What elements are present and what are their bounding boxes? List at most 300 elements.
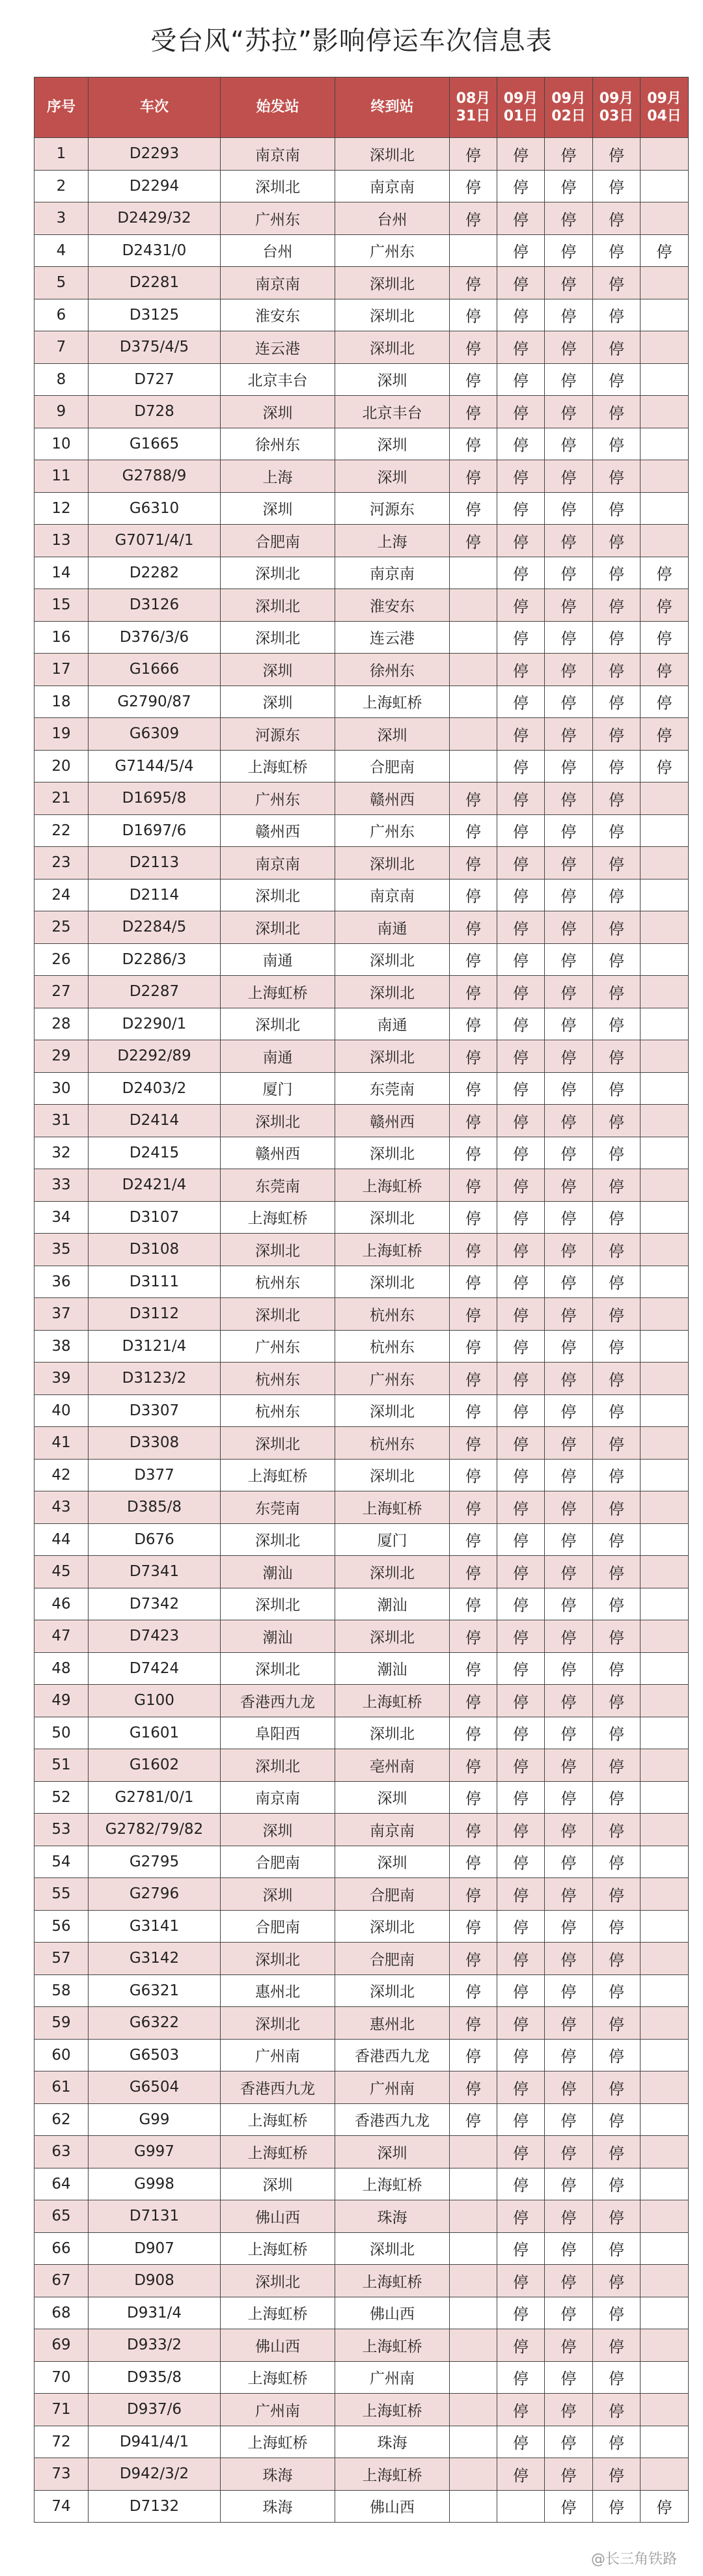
- cell-status: 停: [593, 1523, 641, 1556]
- cell-to: 深圳北: [335, 1717, 450, 1749]
- cell-status: 停: [450, 428, 497, 460]
- cell-status: 停: [593, 847, 641, 879]
- cell-train: D7423: [89, 1620, 221, 1653]
- table-row: [34, 654, 689, 686]
- cell-status: 停: [593, 1298, 641, 1331]
- cell-to: 深圳北: [335, 1201, 450, 1234]
- cell-from: 上海虹桥: [221, 2426, 335, 2458]
- cell-status: 停: [497, 1685, 545, 1717]
- page-title: 受台风“苏拉”影响停运车次信息表: [150, 25, 553, 56]
- cell-to: 惠州北: [335, 2007, 450, 2040]
- cell-status: 停: [593, 1394, 641, 1427]
- cell-status: 停: [450, 1266, 497, 1298]
- cell-status: 停: [593, 299, 641, 331]
- table-row: [34, 1943, 689, 1975]
- cell-status: 停: [497, 2136, 545, 2168]
- cell-seq: 30: [34, 1072, 89, 1105]
- cell-status: 停: [450, 1040, 497, 1073]
- cell-seq: 56: [34, 1910, 89, 1943]
- cell-to: 合肥南: [335, 1943, 450, 1975]
- cell-status: 停: [593, 1814, 641, 1846]
- cell-status: 停: [593, 2361, 641, 2394]
- cell-seq: 65: [34, 2200, 89, 2233]
- cell-to: 广州南: [335, 2071, 450, 2104]
- cell-train: D2114: [89, 879, 221, 911]
- cell-status: 停: [545, 2329, 593, 2362]
- cell-status: 停: [450, 1749, 497, 1782]
- cell-status: 停: [497, 621, 545, 654]
- cell-status: 停: [497, 1266, 545, 1298]
- cell-seq: 22: [34, 814, 89, 847]
- table-row: [34, 234, 689, 267]
- cell-status: 停: [545, 2136, 593, 2168]
- cell-status: 停: [450, 299, 497, 331]
- cell-train: G997: [89, 2136, 221, 2168]
- cell-status: 停: [593, 1878, 641, 1911]
- cell-status: 停: [593, 2297, 641, 2329]
- cell-status: 停: [593, 2039, 641, 2071]
- cell-status: 停: [545, 1394, 593, 1427]
- cell-seq: 41: [34, 1427, 89, 1460]
- cell-status: [641, 2232, 689, 2265]
- cell-status: 停: [497, 1781, 545, 1814]
- cell-seq: 60: [34, 2039, 89, 2071]
- cell-to: 深圳北: [335, 1040, 450, 1073]
- cell-seq: 57: [34, 1943, 89, 1975]
- cell-status: 停: [450, 1234, 497, 1266]
- cell-status: 停: [497, 1298, 545, 1331]
- cell-status: 停: [497, 1620, 545, 1653]
- table-row: [34, 1363, 689, 1395]
- cell-status: 停: [545, 2007, 593, 2040]
- table-row: [34, 686, 689, 718]
- cell-status: 停: [545, 976, 593, 1008]
- cell-status: 停: [497, 814, 545, 847]
- cell-status: 停: [545, 1910, 593, 1943]
- cell-train: D933/2: [89, 2329, 221, 2362]
- cell-status: 停: [497, 1814, 545, 1846]
- cell-to: 上海虹桥: [335, 1491, 450, 1524]
- table-row: [34, 1878, 689, 1911]
- cell-status: [641, 2329, 689, 2362]
- table-row: [34, 557, 689, 589]
- cell-seq: 62: [34, 2103, 89, 2136]
- cell-seq: 12: [34, 492, 89, 525]
- cell-seq: 67: [34, 2265, 89, 2297]
- cell-seq: 31: [34, 1105, 89, 1137]
- cell-status: [450, 234, 497, 267]
- table-row: [34, 1556, 689, 1588]
- cell-to: 深圳: [335, 718, 450, 751]
- cell-status: 停: [545, 1169, 593, 1202]
- cell-status: 停: [450, 1008, 497, 1040]
- cell-status: [641, 2361, 689, 2394]
- cell-status: 停: [450, 2103, 497, 2136]
- cell-status: [641, 267, 689, 299]
- cell-status: 停: [497, 1169, 545, 1202]
- cell-status: 停: [497, 138, 545, 171]
- table-row: [34, 1685, 689, 1717]
- cell-from: 北京丰台: [221, 363, 335, 396]
- cell-status: 停: [545, 911, 593, 944]
- cell-to: 深圳北: [335, 2232, 450, 2265]
- cell-status: 停: [497, 1137, 545, 1169]
- cell-train: D7341: [89, 1556, 221, 1588]
- table-row: [34, 1137, 689, 1169]
- cell-status: [641, 1008, 689, 1040]
- table-row: [34, 976, 689, 1008]
- cell-seq: 69: [34, 2329, 89, 2362]
- cell-from: 珠海: [221, 2490, 335, 2523]
- cell-from: 佛山西: [221, 2329, 335, 2362]
- cell-seq: 63: [34, 2136, 89, 2168]
- cell-status: 停: [545, 943, 593, 976]
- cell-status: 停: [497, 525, 545, 557]
- cell-status: 停: [593, 1169, 641, 1202]
- cell-to: 佛山西: [335, 2490, 450, 2523]
- cell-to: 上海虹桥: [335, 2394, 450, 2426]
- cell-train: D2292/89: [89, 1040, 221, 1073]
- header-train: 车次: [89, 77, 221, 138]
- cell-seq: 4: [34, 234, 89, 267]
- cell-status: 停: [450, 1105, 497, 1137]
- cell-status: 停: [593, 1781, 641, 1814]
- cell-seq: 15: [34, 589, 89, 622]
- cell-status: [641, 2200, 689, 2233]
- cell-seq: 58: [34, 1974, 89, 2007]
- cell-status: 停: [593, 911, 641, 944]
- cell-status: [450, 2232, 497, 2265]
- cell-status: 停: [545, 1105, 593, 1137]
- cell-status: 停: [450, 1974, 497, 2007]
- cell-status: 停: [450, 1394, 497, 1427]
- cell-status: 停: [545, 1814, 593, 1846]
- cell-status: 停: [497, 1749, 545, 1782]
- cell-from: 深圳北: [221, 1234, 335, 1266]
- cell-from: 深圳北: [221, 911, 335, 944]
- header-date-0904: 09月04日: [641, 77, 689, 138]
- cell-from: 深圳: [221, 1814, 335, 1846]
- cell-status: 停: [497, 718, 545, 751]
- cell-to: 香港西九龙: [335, 2039, 450, 2071]
- cell-train: D3107: [89, 1201, 221, 1234]
- suspension-table: [34, 77, 689, 2523]
- cell-status: 停: [450, 170, 497, 202]
- table-row: [34, 750, 689, 782]
- cell-seq: 47: [34, 1620, 89, 1653]
- cell-seq: 19: [34, 718, 89, 751]
- table-row: [34, 428, 689, 460]
- cell-status: 停: [593, 1846, 641, 1878]
- cell-status: 停: [593, 2071, 641, 2104]
- cell-train: G7144/5/4: [89, 750, 221, 782]
- cell-seq: 55: [34, 1878, 89, 1911]
- cell-status: 停: [497, 2329, 545, 2362]
- cell-to: 合肥南: [335, 1878, 450, 1911]
- cell-status: 停: [497, 331, 545, 364]
- cell-from: 上海虹桥: [221, 2103, 335, 2136]
- cell-seq: 1: [34, 138, 89, 171]
- cell-status: 停: [593, 138, 641, 171]
- cell-train: D2281: [89, 267, 221, 299]
- cell-status: 停: [450, 1298, 497, 1331]
- cell-status: 停: [497, 1652, 545, 1685]
- cell-status: [641, 1394, 689, 1427]
- cell-to: 上海虹桥: [335, 1234, 450, 1266]
- cell-status: [641, 1652, 689, 1685]
- cell-status: 停: [497, 879, 545, 911]
- table-row: [34, 2039, 689, 2071]
- cell-to: 深圳北: [335, 976, 450, 1008]
- cell-status: 停: [450, 1620, 497, 1653]
- cell-status: 停: [497, 1717, 545, 1749]
- cell-status: 停: [593, 750, 641, 782]
- cell-to: 上海虹桥: [335, 1169, 450, 1202]
- cell-train: D937/6: [89, 2394, 221, 2426]
- cell-status: 停: [497, 1556, 545, 1588]
- table-row: [34, 1620, 689, 1653]
- cell-status: 停: [593, 879, 641, 911]
- cell-seq: 20: [34, 750, 89, 782]
- cell-status: 停: [593, 267, 641, 299]
- table-row: [34, 911, 689, 944]
- cell-status: 停: [497, 2458, 545, 2491]
- table-row: [34, 1459, 689, 1491]
- cell-status: 停: [497, 911, 545, 944]
- cell-status: 停: [450, 1523, 497, 1556]
- cell-train: G2795: [89, 1846, 221, 1878]
- cell-to: 深圳北: [335, 1974, 450, 2007]
- cell-train: G2790/87: [89, 686, 221, 718]
- cell-train: D3121/4: [89, 1330, 221, 1363]
- cell-to: 杭州东: [335, 1427, 450, 1460]
- cell-seq: 68: [34, 2297, 89, 2329]
- cell-to: 赣州西: [335, 782, 450, 815]
- cell-status: 停: [545, 1234, 593, 1266]
- cell-train: G6504: [89, 2071, 221, 2104]
- cell-status: 停: [593, 2136, 641, 2168]
- cell-to: 广州东: [335, 1363, 450, 1395]
- cell-status: 停: [545, 2394, 593, 2426]
- table-row: [34, 589, 689, 622]
- cell-status: 停: [545, 1685, 593, 1717]
- cell-status: 停: [641, 234, 689, 267]
- cell-seq: 18: [34, 686, 89, 718]
- cell-train: G998: [89, 2168, 221, 2200]
- cell-train: D2293: [89, 138, 221, 171]
- cell-status: 停: [450, 202, 497, 235]
- cell-status: 停: [641, 654, 689, 686]
- cell-status: [450, 718, 497, 751]
- cell-status: 停: [497, 202, 545, 235]
- cell-from: 潮汕: [221, 1556, 335, 1588]
- cell-status: 停: [545, 1363, 593, 1395]
- cell-seq: 73: [34, 2458, 89, 2491]
- cell-status: 停: [497, 1008, 545, 1040]
- cell-status: [641, 1685, 689, 1717]
- cell-from: 广州东: [221, 782, 335, 815]
- cell-to: 连云港: [335, 621, 450, 654]
- cell-status: [450, 2458, 497, 2491]
- cell-to: 上海虹桥: [335, 686, 450, 718]
- watermark: @长三角铁路: [590, 2551, 677, 2568]
- cell-status: 停: [593, 1943, 641, 1975]
- cell-status: 停: [450, 1201, 497, 1234]
- cell-status: 停: [450, 1685, 497, 1717]
- cell-status: 停: [497, 492, 545, 525]
- cell-seq: 10: [34, 428, 89, 460]
- cell-status: 停: [545, 1652, 593, 1685]
- cell-status: 停: [545, 138, 593, 171]
- cell-from: 合肥南: [221, 525, 335, 557]
- cell-status: 停: [593, 686, 641, 718]
- cell-from: 佛山西: [221, 2200, 335, 2233]
- cell-status: [641, 1523, 689, 1556]
- cell-status: 停: [545, 492, 593, 525]
- cell-status: 停: [450, 1910, 497, 1943]
- cell-status: [641, 2136, 689, 2168]
- cell-status: 停: [593, 460, 641, 493]
- table-row: [34, 2200, 689, 2233]
- cell-to: 潮汕: [335, 1588, 450, 1620]
- cell-seq: 45: [34, 1556, 89, 1588]
- cell-status: 停: [497, 976, 545, 1008]
- cell-status: 停: [545, 331, 593, 364]
- cell-train: G99: [89, 2103, 221, 2136]
- cell-from: 赣州西: [221, 1137, 335, 1169]
- cell-status: [450, 686, 497, 718]
- table-row: [34, 2071, 689, 2104]
- cell-status: 停: [497, 299, 545, 331]
- cell-seq: 8: [34, 363, 89, 396]
- cell-train: D1695/8: [89, 782, 221, 815]
- cell-status: [641, 460, 689, 493]
- cell-status: 停: [450, 943, 497, 976]
- table-row: [34, 718, 689, 751]
- cell-status: [641, 2426, 689, 2458]
- cell-to: 河源东: [335, 492, 450, 525]
- table-row: [34, 299, 689, 331]
- cell-status: 停: [593, 331, 641, 364]
- cell-train: G2796: [89, 1878, 221, 1911]
- cell-status: [641, 2168, 689, 2200]
- cell-status: 停: [497, 1105, 545, 1137]
- cell-to: 深圳北: [335, 1137, 450, 1169]
- cell-status: 停: [450, 911, 497, 944]
- cell-status: 停: [593, 1137, 641, 1169]
- cell-to: 深圳北: [335, 331, 450, 364]
- cell-train: D3111: [89, 1266, 221, 1298]
- cell-status: 停: [497, 460, 545, 493]
- cell-train: D3308: [89, 1427, 221, 1460]
- table-row: [34, 1974, 689, 2007]
- cell-train: D931/4: [89, 2297, 221, 2329]
- cell-status: [450, 2297, 497, 2329]
- cell-status: 停: [545, 686, 593, 718]
- cell-status: 停: [545, 589, 593, 622]
- cell-from: 深圳北: [221, 1588, 335, 1620]
- cell-seq: 24: [34, 879, 89, 911]
- cell-from: 深圳北: [221, 557, 335, 589]
- cell-status: [641, 331, 689, 364]
- cell-status: 停: [497, 2039, 545, 2071]
- cell-status: 停: [450, 976, 497, 1008]
- cell-train: G1666: [89, 654, 221, 686]
- cell-to: 上海虹桥: [335, 2329, 450, 2362]
- cell-train: D676: [89, 1523, 221, 1556]
- cell-status: [641, 428, 689, 460]
- cell-status: 停: [545, 2168, 593, 2200]
- cell-from: 淮安东: [221, 299, 335, 331]
- cell-to: 南通: [335, 911, 450, 944]
- cell-to: 珠海: [335, 2426, 450, 2458]
- cell-from: 深圳: [221, 654, 335, 686]
- cell-status: 停: [545, 1749, 593, 1782]
- cell-status: [641, 2103, 689, 2136]
- cell-train: D375/4/5: [89, 331, 221, 364]
- cell-status: 停: [497, 1363, 545, 1395]
- cell-status: 停: [593, 2265, 641, 2297]
- cell-status: [641, 1363, 689, 1395]
- cell-status: 停: [450, 2039, 497, 2071]
- cell-status: 停: [545, 879, 593, 911]
- cell-seq: 40: [34, 1394, 89, 1427]
- cell-status: 停: [497, 170, 545, 202]
- cell-status: 停: [545, 621, 593, 654]
- cell-seq: 28: [34, 1008, 89, 1040]
- cell-to: 广州东: [335, 814, 450, 847]
- cell-status: [641, 1878, 689, 1911]
- cell-to: 珠海: [335, 2200, 450, 2233]
- cell-status: 停: [641, 557, 689, 589]
- cell-status: 停: [593, 718, 641, 751]
- cell-status: 停: [545, 267, 593, 299]
- cell-seq: 36: [34, 1266, 89, 1298]
- cell-status: [641, 299, 689, 331]
- header-date-0831: 08月31日: [450, 77, 497, 138]
- cell-status: 停: [497, 750, 545, 782]
- cell-from: 深圳北: [221, 879, 335, 911]
- cell-status: 停: [545, 2103, 593, 2136]
- cell-status: [641, 1234, 689, 1266]
- cell-seq: 26: [34, 943, 89, 976]
- cell-status: 停: [593, 1008, 641, 1040]
- cell-from: 深圳: [221, 2168, 335, 2200]
- cell-train: D7131: [89, 2200, 221, 2233]
- cell-train: D941/4/1: [89, 2426, 221, 2458]
- table-row: [34, 202, 689, 235]
- cell-to: 深圳北: [335, 267, 450, 299]
- cell-from: 赣州西: [221, 814, 335, 847]
- cell-from: 杭州东: [221, 1394, 335, 1427]
- cell-status: 停: [593, 492, 641, 525]
- cell-status: [450, 621, 497, 654]
- table-row: [34, 1491, 689, 1524]
- cell-seq: 50: [34, 1717, 89, 1749]
- header-from: 始发站: [221, 77, 335, 138]
- cell-status: 停: [497, 1491, 545, 1524]
- cell-status: [641, 847, 689, 879]
- cell-train: G2782/79/82: [89, 1814, 221, 1846]
- cell-status: 停: [497, 363, 545, 396]
- table-row: [34, 1523, 689, 1556]
- cell-from: 合肥南: [221, 1846, 335, 1878]
- cell-seq: 27: [34, 976, 89, 1008]
- cell-status: 停: [545, 234, 593, 267]
- cell-to: 深圳北: [335, 1459, 450, 1491]
- cell-status: 停: [593, 654, 641, 686]
- cell-status: 停: [545, 1330, 593, 1363]
